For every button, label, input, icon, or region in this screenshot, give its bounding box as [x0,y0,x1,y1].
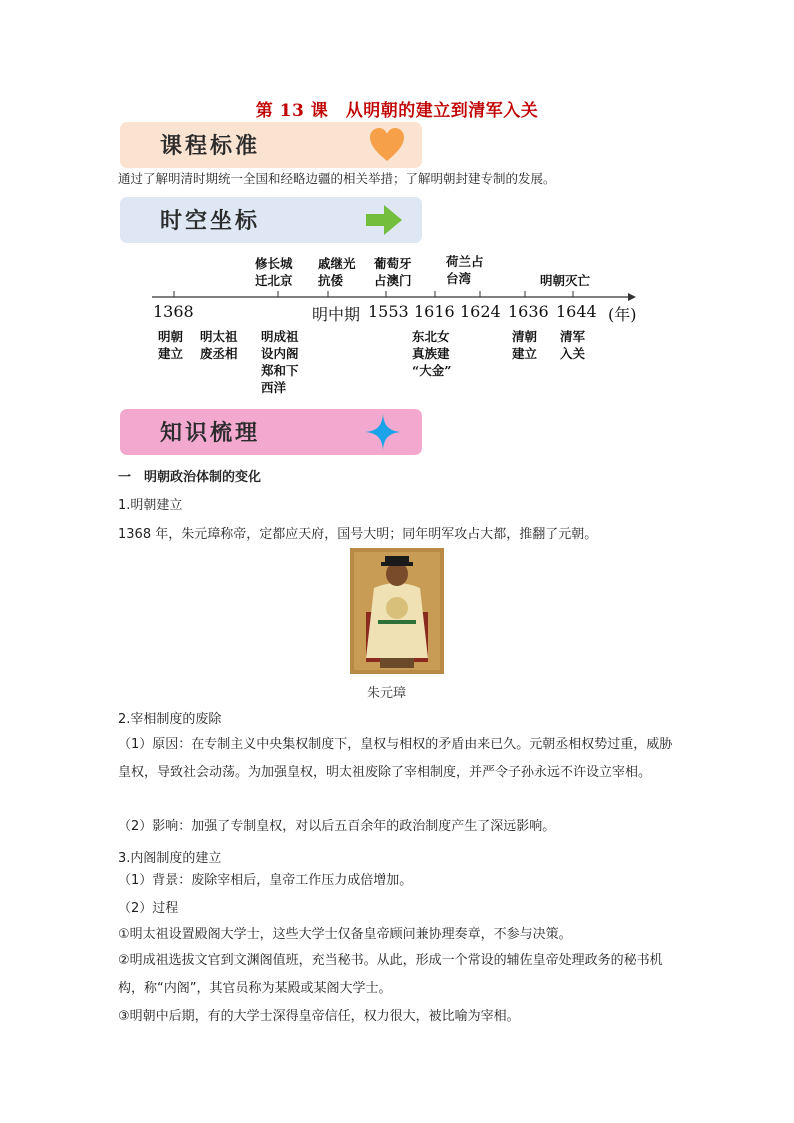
tick-label-1368: 1368 [153,302,194,321]
event-line: 明成祖 [261,329,299,344]
event-line: 明太祖 [200,329,238,344]
portrait-caption: 朱元璋 [367,686,407,701]
paragraph: （1）原因：在专制主义中央集权制度下，皇权与相权的矛盾由来已久。元朝丞相权势过重，威胁皇权，导致社会动荡。为加强皇权，明太祖废除了宰相制度，并严令子孙永远不许设立宰相。 [118,737,673,780]
event-line: 戚继光 [318,256,356,271]
event-line: 废丞相 [200,346,238,361]
subsection-title: 1.明朝建立 [118,498,183,513]
knowledge-banner [120,409,422,455]
sparkle-star-icon [364,413,402,451]
timeline-event-qi-jiguang [318,255,356,289]
coordinate-banner [120,197,422,243]
event-line: 设内阁 [261,346,299,361]
section-heading: 一 明朝政治体制的变化 [118,470,262,485]
coordinate-banner-label: 时空坐标 [160,208,261,234]
standard-banner-label: 课程标准 [160,133,261,159]
subsection-title: 2.宰相制度的废除 [118,712,222,727]
heart-icon [368,126,406,164]
timeline-event-qing-enter-pass [560,328,585,362]
tick-label-1644: 1644 [556,302,597,321]
event-line: 郑和下 [261,363,299,378]
event-line: 荷兰占 [446,254,484,269]
event-line: 清朝 [512,329,538,344]
event-line: 西洋 [261,380,287,395]
paragraph: （1）背景：废除宰相后，皇帝工作压力成倍增加。 [118,873,413,888]
paragraph: 1368 年，朱元璋称帝，定都应天府，国号大明；同年明军攻占大都，推翻了元朝。 [118,527,598,542]
tick-label-mid-ming: 明中期 [312,305,361,324]
event-line: 明朝灭亡 [540,273,591,288]
timeline-event-abolish-chancellor [200,328,238,362]
zhu-yuanzhang-portrait [350,548,444,674]
event-line: 真族建 [412,346,450,361]
timeline-event-ming-fall [540,272,590,289]
paragraph: （2）过程 [118,901,179,916]
event-line: 修长城 [255,256,293,271]
timeline-event-cabinet-zhenghe [261,328,299,396]
timeline-event-ming-founded [158,328,183,362]
event-line: 清军 [560,329,586,344]
tick-label-year-unit: (年) [608,305,637,324]
event-line: 建立 [158,346,184,361]
event-line: 东北女 [412,329,450,344]
event-line: 抗倭 [318,273,344,288]
timeline-event-dutch-taiwan [446,253,484,287]
timeline-event-qing-founded [512,328,537,362]
list-item: ③明朝中后期，有的大学士深得皇帝信任，权力很大，被比喻为宰相。 [118,1009,520,1024]
event-line: 迁北京 [255,273,293,288]
standard-text: 通过了解明清时期统一全国和经略边疆的相关举措；了解明朝封建专制的发展。 [118,171,556,186]
event-line: 占澳门 [374,273,412,288]
event-line: 台湾 [446,271,472,286]
tick-label-1624: 1624 [460,302,501,321]
event-line: 葡萄牙 [374,256,412,271]
tick-label-1616: 1616 [414,302,455,321]
timeline-event-great-wall [255,255,293,289]
list-item: ②明成祖选拔文官到文渊阁值班，充当秘书。从此，形成一个常设的辅佐皇帝处理政务的秘书机构，称“内阁”，其官员称为某殿或某阁大学士。 [118,953,663,996]
tick-label-1553: 1553 [368,302,409,321]
event-line: 明朝 [158,329,184,344]
tick-label-1636: 1636 [508,302,549,321]
lesson-title: 第 13 课 从明朝的建立到清军入关 [255,101,539,121]
standard-banner [120,122,422,168]
arrow-right-icon [364,203,404,237]
paragraph: （2）影响：加强了专制皇权，对以后五百余年的政治制度产生了深远影响。 [118,819,556,834]
knowledge-banner-label: 知识梳理 [160,420,261,446]
timeline-event-portugal-macau [374,255,412,289]
subsection-title: 3.内阁制度的建立 [118,851,222,866]
timeline [150,250,640,395]
event-line: 建立 [512,346,538,361]
event-line: 入关 [560,346,586,361]
event-line: “大金” [412,363,452,378]
timeline-event-later-jin [412,328,451,379]
list-item: ①明太祖设置殿阁大学士，这些大学士仅备皇帝顾问兼协理奏章，不参与决策。 [118,927,572,942]
